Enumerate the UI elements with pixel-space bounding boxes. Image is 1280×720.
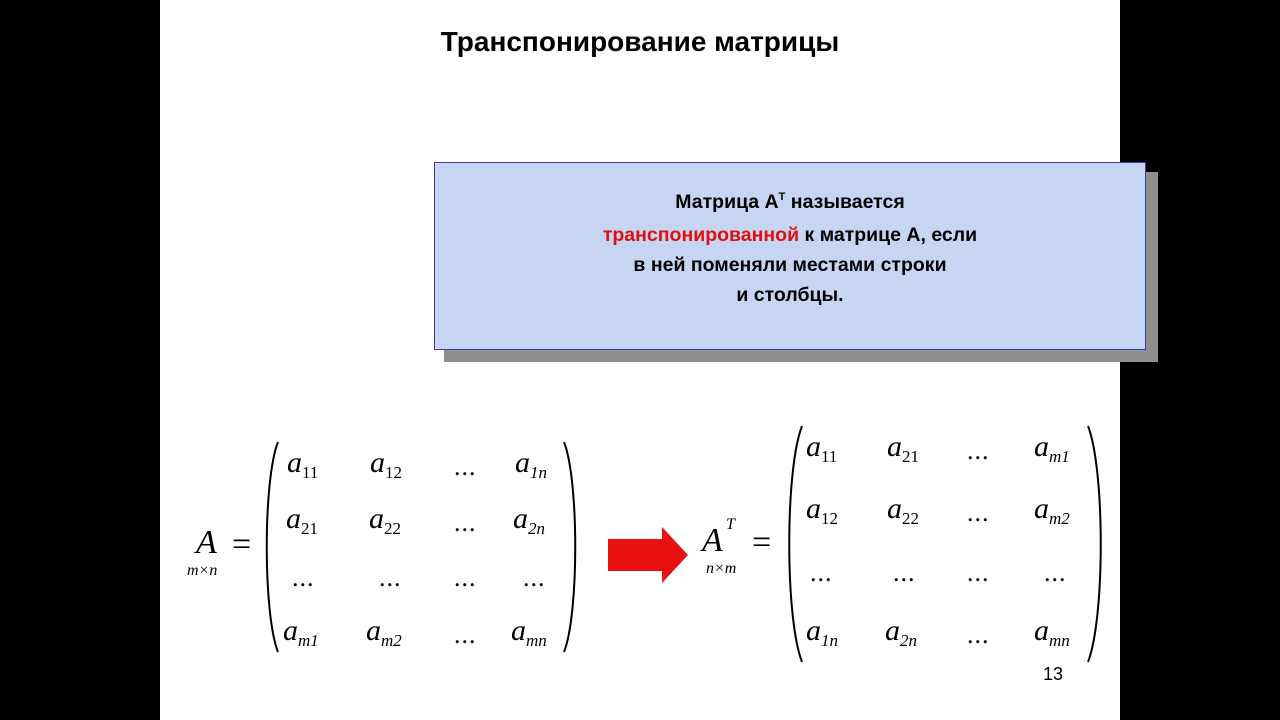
definition-line-1: Матрица $A^T$ называется bbox=[675, 191, 905, 213]
matrix-ellipsis: ... bbox=[292, 563, 315, 592]
matrix-ellipsis: ... bbox=[454, 620, 477, 649]
slide bbox=[160, 0, 1120, 720]
matrix-ellipsis: ... bbox=[454, 508, 477, 537]
definition-box bbox=[434, 162, 1146, 350]
definition-line-3: в ней поменяли местами строки bbox=[633, 254, 947, 276]
matrix-cell: $a_{2n}$ bbox=[513, 502, 545, 538]
left-bracket-open bbox=[262, 440, 282, 654]
matrix-cell: $a_{m1}$ bbox=[283, 614, 319, 650]
right-arrow-icon bbox=[606, 525, 690, 585]
slide-title: Транспонирование матрицы bbox=[440, 26, 840, 57]
matrix-cell: $a_{m2}$ bbox=[366, 614, 402, 650]
matrix-ellipsis: ... bbox=[454, 452, 477, 481]
matrix-ellipsis: ... bbox=[454, 563, 477, 592]
matrix-ellipsis: ... bbox=[967, 558, 990, 587]
matrix-ellipsis: ... bbox=[967, 436, 990, 465]
matrix-cell: $a_{m2}$ bbox=[1034, 492, 1070, 528]
matrix-ellipsis: ... bbox=[810, 558, 833, 587]
matrix-cell: $a_{21}$ bbox=[286, 502, 318, 538]
matrix-cell: $a_{22}$ bbox=[369, 502, 401, 538]
right-bracket-open bbox=[784, 424, 806, 664]
matrix-cell: $a_{1n}$ bbox=[515, 446, 547, 482]
equals-sign: = bbox=[232, 526, 252, 563]
matrix-cell: $a_{2n}$ bbox=[885, 614, 917, 650]
left-bracket-close bbox=[560, 440, 580, 654]
matrix-cell: $a_{m1}$ bbox=[1034, 430, 1070, 466]
transpose-superscript: T bbox=[726, 516, 735, 533]
matrix-dims: m×n bbox=[187, 562, 218, 579]
matrix-ellipsis: ... bbox=[967, 620, 990, 649]
matrix-ellipsis: ... bbox=[1044, 558, 1067, 587]
matrix-cell: $a_{mn}$ bbox=[1034, 614, 1070, 650]
page-number: 13 bbox=[1043, 664, 1064, 684]
matrix-dims: n×m bbox=[706, 560, 737, 577]
matrix-cell: $a_{22}$ bbox=[887, 492, 919, 528]
right-bracket-close bbox=[1084, 424, 1106, 664]
definition-line-4: и столбцы. bbox=[736, 284, 844, 306]
equals-sign: = bbox=[752, 524, 772, 561]
matrix-name: A bbox=[196, 524, 217, 561]
matrix-ellipsis: ... bbox=[379, 563, 402, 592]
matrix-name: A bbox=[702, 522, 723, 559]
matrix-cell: $a_{11}$ bbox=[287, 446, 319, 482]
matrix-cell: $a_{21}$ bbox=[887, 430, 919, 466]
matrix-cell: $a_{1n}$ bbox=[806, 614, 838, 650]
highlight-term: транспонированной bbox=[602, 224, 800, 246]
matrix-cell: $a_{11}$ bbox=[806, 430, 838, 466]
matrix-cell: $a_{12}$ bbox=[370, 446, 402, 482]
matrix-ellipsis: ... bbox=[523, 563, 546, 592]
matrix-ellipsis: ... bbox=[893, 558, 916, 587]
matrix-cell: $a_{mn}$ bbox=[511, 614, 547, 650]
matrix-cell: $a_{12}$ bbox=[806, 492, 838, 528]
definition-line-2: транспонированной к матрице А, если bbox=[602, 224, 978, 246]
matrix-ellipsis: ... bbox=[967, 498, 990, 527]
definition-text bbox=[435, 187, 1145, 310]
